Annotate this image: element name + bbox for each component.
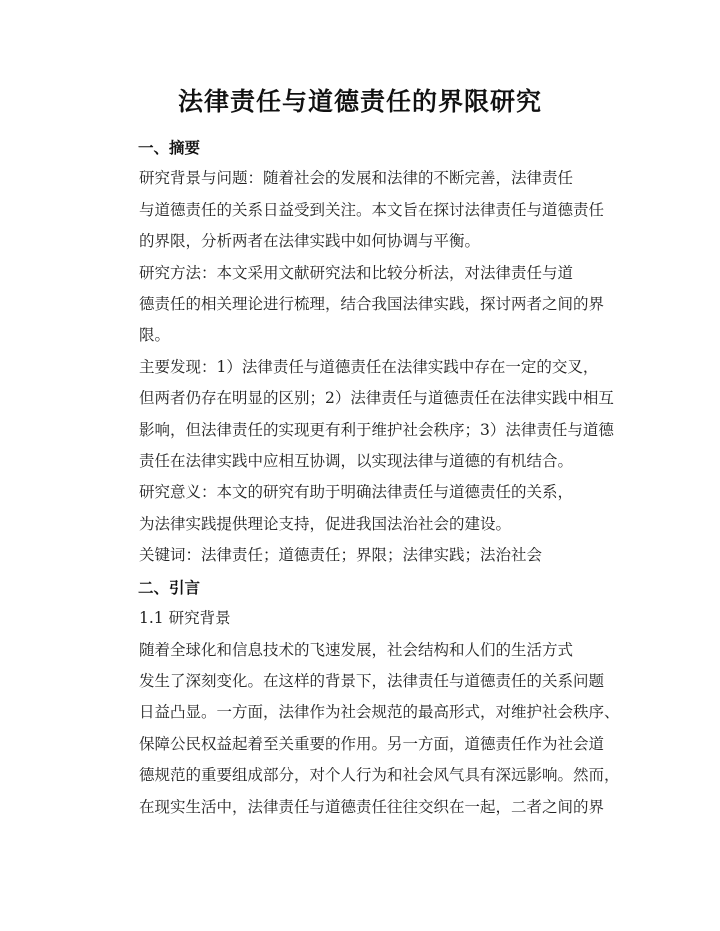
paragraph-line: 但两者仍存在明显的区别；2）法律责任与道德责任在法律实践中相互 <box>139 389 614 408</box>
paragraph-line: 责任在法律实践中应相互协调，以实现法律与道德的有机结合。 <box>139 452 574 471</box>
paragraph-line: 研究背景与问题：随着社会的发展和法律的不断完善，法律责任 <box>139 169 574 188</box>
paragraph-line: 研究方法：本文采用文献研究法和比较分析法，对法律责任与道 <box>139 263 574 282</box>
paragraph-line: 随着全球化和信息技术的飞速发展，社会结构和人们的生活方式 <box>139 640 574 659</box>
intro-paragraph <box>108 635 620 823</box>
paragraph-line: 德责任的相关理论进行梳理，结合我国法律实践，探讨两者之间的界 <box>139 295 605 314</box>
document-body <box>108 132 620 823</box>
keywords-line: 关键词：法律责任；道德责任；界限；法律实践；法治社会 <box>139 546 543 565</box>
background-paragraph <box>108 163 620 257</box>
paragraph-line: 日益凸显。一方面，法律作为社会规范的最高形式，对维护社会秩序、 <box>139 703 620 722</box>
paragraph-line: 研究意义：本文的研究有助于明确法律责任与道德责任的关系， <box>139 483 574 502</box>
paragraph-line: 德规范的重要组成部分，对个人行为和社会风气具有深远影响。然而， <box>139 766 620 785</box>
paragraph-line: 影响，但法律责任的实现更有利于维护社会秩序；3）法律责任与道德 <box>139 420 614 439</box>
paragraph-line: 保障公民权益起着至关重要的作用。另一方面，道德责任作为社会道 <box>139 734 605 753</box>
intro-heading: 二、引言 <box>138 577 201 597</box>
paragraph-line: 在现实生活中，法律责任与道德责任往往交织在一起，二者之间的界 <box>139 797 605 816</box>
paragraph-line: 为法律实践提供理论支持，促进我国法治社会的建设。 <box>139 514 512 533</box>
paragraph-line: 限。 <box>139 326 171 345</box>
method-paragraph <box>108 258 620 352</box>
page-title: 法律责任与道德责任的界限研究 <box>177 87 542 116</box>
paragraph-line: 的界限，分析两者在法律实践中如何协调与平衡。 <box>139 232 481 251</box>
findings-paragraph <box>108 352 620 478</box>
background-subheading: 1.1 研究背景 <box>139 609 231 628</box>
significance-paragraph <box>108 477 620 540</box>
abstract-heading: 一、摘要 <box>138 138 201 157</box>
paragraph-line: 与道德责任的关系日益受到关注。本文旨在探讨法律责任与道德责任 <box>139 200 605 219</box>
paragraph-line: 主要发现：1）法律责任与道德责任在法律实践中存在一定的交叉， <box>139 357 599 376</box>
paragraph-line: 发生了深刻变化。在这样的背景下，法律责任与道德责任的关系问题 <box>139 671 605 690</box>
